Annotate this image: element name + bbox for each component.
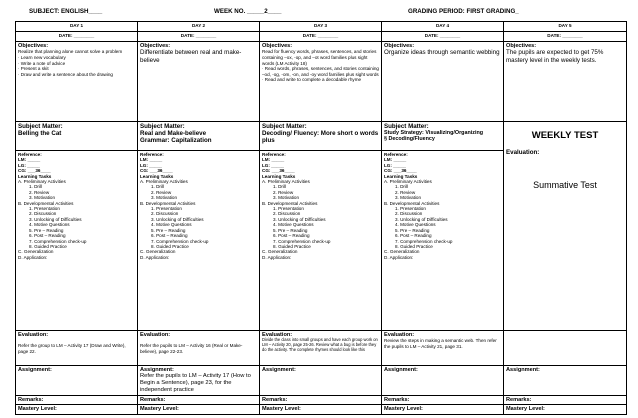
week-label: WEEK NO. _____2____ bbox=[214, 8, 282, 15]
day-3-remarks: Remarks: bbox=[260, 395, 382, 404]
mastery-row bbox=[16, 405, 627, 414]
day-4-tasks: Reference: LM: _____ LG: _____ CG: ___36____ Learning Tasks A. Preliminary Activities 1. Drill 2. Review 3. Motivation B. Developmental Activities 1. Presentation 2. Discussion 3. Unlocking of Difficulties 4. Motive Questions 5. Pre – Reading 6. Post – Reading 7. Comprehension check-up 8. Guided Practice C. Generalization D. Application: bbox=[382, 151, 504, 331]
subject-matter-row bbox=[16, 122, 627, 151]
day-4-assignment: Assignment: bbox=[382, 366, 504, 396]
assignment-row bbox=[16, 366, 627, 396]
day-1-assignment: Assignment: bbox=[16, 366, 138, 396]
day-4-mastery: Mastery Level: bbox=[382, 405, 504, 414]
day-3-date: DATE: ________ bbox=[260, 32, 382, 42]
day-1-remarks: Remarks: bbox=[16, 395, 138, 404]
day-4-date: DATE: ________ bbox=[382, 32, 504, 42]
day-2-tasks: Reference: LM: _____ LG: _____ CG: ___36____ Learning Tasks A. Preliminary Activities 1. Drill 2. Review 3. Motivation B. Developmental Activities 1. Presentation 2. Discussion 3. Unlocking of Difficulties 4. Motive Questions 5. Pre – Reading 6. Post – Reading 7. Comprehension check-up 8. Guided Practice C. Generalization D. Application: bbox=[138, 151, 260, 331]
summative-test-label: Summative Test bbox=[533, 180, 597, 191]
plan-header bbox=[0, 6, 638, 20]
evaluation-row bbox=[16, 331, 627, 366]
day-5-header: DAY 5 bbox=[504, 22, 627, 32]
day-5-assignment: Assignment: bbox=[504, 366, 627, 396]
day-3-mastery: Mastery Level: bbox=[260, 405, 382, 414]
day-1-date: DATE: ________ bbox=[16, 32, 138, 42]
day-1-header: DAY 1 bbox=[16, 22, 138, 32]
day-2-date: DATE: ________ bbox=[138, 32, 260, 42]
weekly-test-title: WEEKLY TEST bbox=[531, 130, 599, 141]
subject-label: SUBJECT: ENGLISH____ bbox=[29, 8, 103, 15]
day-2-header: DAY 2 bbox=[138, 22, 260, 32]
day-3-tasks: Reference: LM: _____ LG: _____ CG: ___36____ Learning Tasks A. Preliminary Activities 1. Drill 2. Review 3. Motivation B. Developmental Activities 1. Presentation 2. Discussion 3. Unlocking of Difficulties 4. Motive Questions 5. Pre – Reading 6. Post – Reading 7. Comprehension check-up 8. Guided Practice C. Generalization D. Application: bbox=[260, 151, 382, 331]
day-5-weekly-test: WEEKLY TEST Evaluation: Summative Test bbox=[504, 122, 627, 331]
day-4-evaluation: Evaluation: Review the steps in making a semantic web. Then refer the pupils to LM – Activity 21, page 31. bbox=[382, 331, 504, 366]
objectives-row bbox=[16, 42, 627, 122]
day-4-header: DAY 4 bbox=[382, 22, 504, 32]
day-4-subject-matter: Subject Matter: Study Strategy: Visualizing/Organizing § Decoding/Fluency bbox=[382, 122, 504, 151]
grading-label: GRADING PERIOD: FIRST GRADING_ bbox=[408, 8, 519, 15]
day-3-evaluation: Evaluation: Divide the class into small groups and have each group work on LM – Activity 20, page 25-26. Review what a bug is before they do the activity. The complete rhymes should look like this bbox=[260, 331, 382, 366]
date-row bbox=[16, 32, 627, 42]
day-5-date: DATE: ________ bbox=[504, 32, 627, 42]
day-2-subject-matter: Subject Matter: Real and Make-believe Grammar: Capitalization bbox=[138, 122, 260, 151]
day-4-remarks: Remarks: bbox=[382, 395, 504, 404]
day-5-objectives: Objectives: The pupils are expected to get 75% mastery level in the weekly tests. bbox=[504, 42, 627, 122]
day-2-assignment: Assignment: Refer the pupils to LM – Activity 17 (How to Begin a Sentence), page 23, for the independent practice bbox=[138, 366, 260, 396]
day-header-row bbox=[16, 22, 627, 32]
day-1-mastery: Mastery Level: bbox=[16, 405, 138, 414]
day-5-mastery: Mastery Level: bbox=[504, 405, 627, 414]
day-3-header: DAY 3 bbox=[260, 22, 382, 32]
day-3-subject-matter: Subject Matter: Decoding/ Fluency: More short o words plus bbox=[260, 122, 382, 151]
day-2-objectives: Objectives: Differentiate between real and make-believe bbox=[138, 42, 260, 122]
lesson-plan-table bbox=[15, 21, 627, 415]
day-1-evaluation: Evaluation: Refer the group to LM – Activity 17 (Draw and Write), page 22. bbox=[16, 331, 138, 366]
day-1-objectives: Objectives: Realize that planning alone cannot solve a problem · Learn new vocabulary · Write a note of advice · Present a skit · Draw and write a sentence about the drawing bbox=[16, 42, 138, 122]
day-4-objectives: Objectives: Organize ideas through semantic webbing bbox=[382, 42, 504, 122]
day-3-objectives: Objectives: Read for fluency words, phrases, sentences, and stories containing –ox, -op, and –ot word families plus sight words (LM Activity 18) · Read words, phrases, sentences, and stories containing –od, -og, -om, -on, and -oy word families plus sight words · Read and write to complete a decodable rhyme bbox=[260, 42, 382, 122]
day-1-tasks: Reference: LM: _____ LG: _____ CG: ___36____ Learning Tasks A. Preliminary Activities 1. Drill 2. Review 3. Motivation B. Developmental Activities 1. Presentation 2. Discussion 3. Unlocking of Difficulties 4. Motive Questions 5. Pre – Reading 6. Post – Reading 7. Comprehension check-up 8. Guided Practice C. Generalization D. Application: bbox=[16, 151, 138, 331]
remarks-row bbox=[16, 395, 627, 404]
day-1-subject-matter: Subject Matter: Belling the Cat bbox=[16, 122, 138, 151]
day-3-assignment: Assignment: bbox=[260, 366, 382, 396]
day-2-mastery: Mastery Level: bbox=[138, 405, 260, 414]
day-5-evaluation-empty bbox=[504, 331, 627, 366]
day-5-remarks: Remarks: bbox=[504, 395, 627, 404]
day-2-evaluation: Evaluation: Refer the pupils to LM – Activity 16 (Real or Make-believe), page 22-23. bbox=[138, 331, 260, 366]
day-2-remarks: Remarks: bbox=[138, 395, 260, 404]
